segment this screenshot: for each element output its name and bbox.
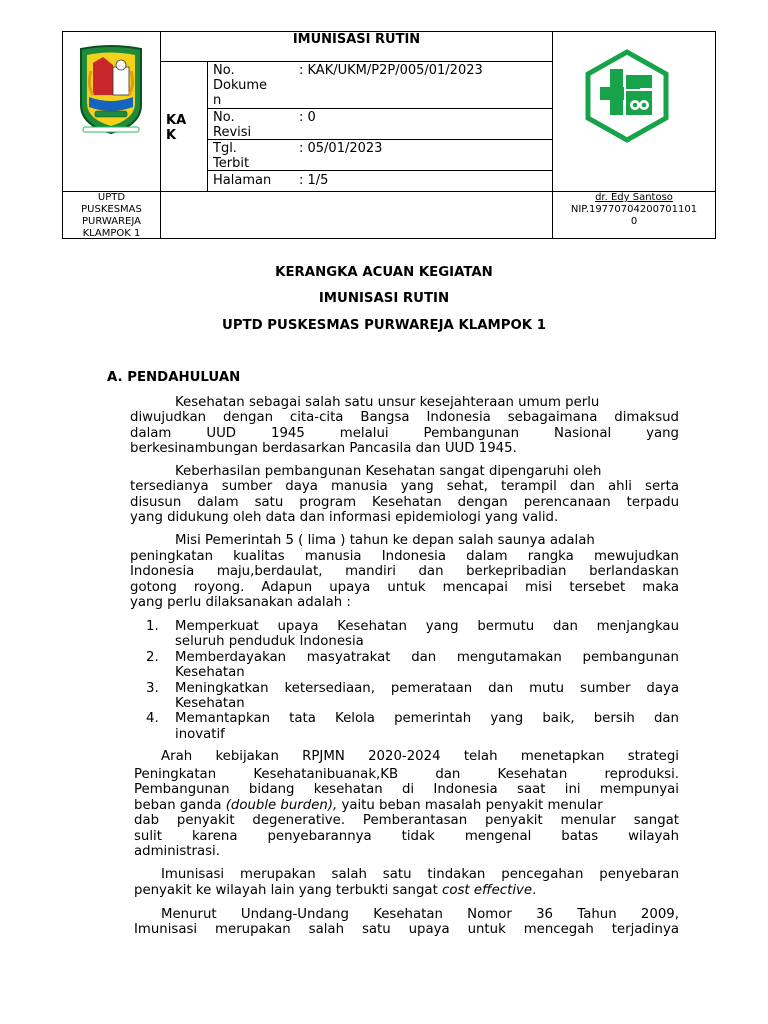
list-item-3-line-2: Kesehatan [175, 696, 245, 711]
title-line-1: KERANGKA ACUAN KEGIATAN [275, 265, 493, 280]
p6-line-1: Menurut Undang-Undang Kesehatan Nomor 36 Tahun 2009, [161, 907, 679, 922]
list-item-1-line-2: seluruh penduduk Indonesia [175, 634, 364, 649]
list-item-2-line-2: Kesehatan [175, 665, 245, 680]
p4-line-3: Pembangunan bidang kesehatan di Indonesia saat ini mempunyai [134, 782, 679, 797]
double-burden-term: (double burden), [225, 798, 338, 813]
doc-number-label: No. Dokume n [213, 63, 267, 108]
p6-line-2: Imunisasi merupakan salah satu upaya untuk mencegah terjadinya [134, 922, 679, 937]
kak-label: KA K [166, 113, 187, 143]
list-item-number: 3. [146, 681, 159, 696]
list-item-3-line-1: Meningkatkan ketersediaan, pemerataan dan mutu sumber daya [175, 681, 679, 696]
p5-line-2-pre: penyakit ke wilayah lain yang terbukti sangat [134, 883, 443, 898]
list-item-1-line-1: Memperkuat upaya Kesehatan yang bermutu dan menjangkau [175, 619, 679, 634]
p4-line-7: administrasi. [134, 844, 220, 859]
list-item-2-line-1: Memberdayakan masyatrakat dan mengutamakan pembangunan [175, 650, 679, 665]
list-item-4-line-2: inovatif [175, 727, 225, 742]
list-item-number: 2. [146, 650, 159, 665]
p3-line-5: yang perlu dilaksanakan adalah : [130, 595, 351, 610]
puskesmas-logo [584, 49, 670, 143]
organization-name: UPTD PUSKESMAS PURWAREJA KLAMPOK 1 [81, 192, 142, 239]
p3-line-3: Indonesia maju,berdaulat, mandiri dan berkepribadian berlandaskan [130, 564, 679, 579]
title-line-3: UPTD PUSKESMAS PURWAREJA KLAMPOK 1 [222, 318, 546, 333]
p3-line-4: gotong royong. Adapun upaya untuk mencapai misi tersebet maka [130, 580, 679, 595]
p5-line-2-post: . [532, 883, 537, 898]
title-line-2: IMUNISASI RUTIN [318, 291, 450, 306]
p3-line-1: Misi Pemerintah 5 ( lima ) tahun ke depan salah saunya adalah [175, 533, 595, 548]
p1-line-3: dalam UUD 1945 melalui Pembangunan Nasional yang [130, 426, 679, 441]
p4-line-4 [134, 798, 679, 813]
doc-number-value: : KAK/UKM/P2P/005/01/2023 [299, 63, 483, 78]
revision-label: No. Revisi [213, 110, 252, 140]
page-label: Halaman [213, 173, 272, 188]
issue-date-label: Tgl. Terbit [213, 141, 250, 171]
p2-line-3: disusun dalam satu program Kesehatan dengan perencanaan terpadu [130, 495, 679, 510]
p4-line-5: dab penyakit degenerative. Pemberantasan penyakit menular sangat [134, 813, 679, 828]
regency-crest-logo [73, 45, 149, 137]
p3-line-2: peningkatan kualitas manusia Indonesia dalam rangka mewujudkan [130, 549, 679, 564]
p4-line-6: sulit karena penyebarannya tidak mengenal batas wilayah [134, 829, 679, 844]
p1-line-4: berkesinambungan berdasarkan Pancasila dan UUD 1945. [130, 441, 517, 456]
document-header-table [62, 31, 716, 239]
p4-line-2: Peningkatan Kesehatanibuanak,KB dan Kesehatan reproduksi. [134, 767, 679, 782]
signer-name: dr. Edy Santoso [595, 192, 673, 203]
p2-line-4: yang didukung oleh data dan informasi epidemiologi yang valid. [130, 510, 559, 525]
list-item-number: 1. [146, 619, 159, 634]
signer-nip: NIP.19770704200701101 0 [570, 204, 698, 227]
p2-line-1: Keberhasilan pembangunan Kesehatan sangat dipengaruhi oleh [175, 464, 602, 479]
p2-line-2: tersedianya sumber daya manusia yang sehat, terampil dan ahli serta [130, 479, 679, 494]
p4-line-4-post: yaitu beban masalah penyakit menular [337, 798, 603, 813]
issue-date-value: : 05/01/2023 [299, 141, 383, 156]
page-value: : 1/5 [299, 173, 329, 188]
p5-line-1: Imunisasi merupakan salah satu tindakan pencegahan penyebaran [161, 867, 679, 882]
p1-line-2: diwujudkan dengan cita-cita Bangsa Indonesia sebagaimana dimaksud [130, 410, 679, 425]
header-title: IMUNISASI RUTIN [292, 32, 421, 47]
cost-effective-term: cost effective [442, 883, 533, 898]
p4-line-1: Arah kebijakan RPJMN 2020-2024 telah menetapkan strategi [161, 749, 679, 764]
list-item-4-line-1: Memantapkan tata Kelola pemerintah yang baik, bersih dan [175, 711, 679, 726]
p4-line-4-pre: beban ganda [134, 798, 226, 813]
section-a-heading: A. PENDAHULUAN [107, 370, 241, 385]
revision-value: : 0 [299, 110, 316, 125]
p1-line-1: Kesehatan sebagai salah satu unsur kesejahteraan umum perlu [175, 395, 600, 410]
p5-line-2 [134, 883, 679, 898]
list-item-number: 4. [146, 711, 159, 726]
